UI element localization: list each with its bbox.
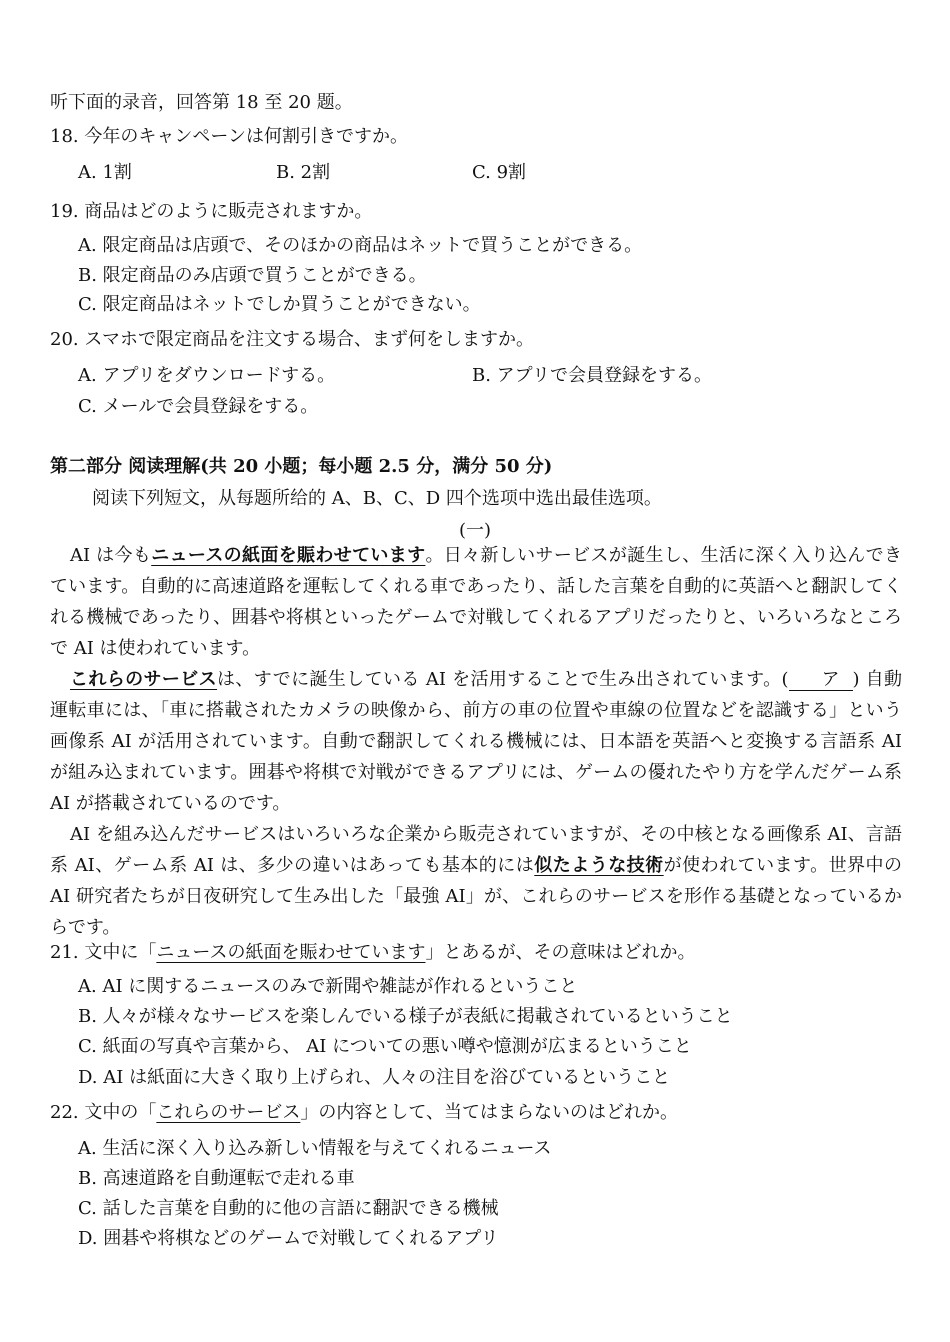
q19-option-a: A. 限定商品は店頭で、そのほかの商品はネットで買うことができる。: [78, 235, 643, 256]
section-heading-main: 第二部分 阅读理解: [50, 456, 201, 477]
q19-option-b: B. 限定商品のみ店頭で買うことができる。: [78, 265, 427, 286]
q20-option-c: C. メールで会員登録をする。: [78, 396, 319, 417]
p3-text-a: AI を組み込んだサービスはいろいろな企業から販売されていますが、その中核となる画像系 AI、言語系 AI、ゲーム系 AI は、多少の違いはあっても基本的には: [50, 824, 902, 876]
p2-text-b: ) 自動運転車には、「車に搭載されたカメラの映像から、前方の車の位置や車線の位置などを認識する」という画像系 AI が活用されています。自動で翻訳してくれる機械には、日本語を英語へと変換する言語系 AI が組み込まれています。囲碁や将棋で対戦ができるアプリには、ゲームの優れたやり方を学んだゲーム系 AI が搭載されているのです。: [50, 669, 903, 814]
q22-prefix: 22. 文中の「: [50, 1102, 157, 1123]
q18-option-c: C. 9割: [472, 162, 527, 183]
q18-option-b: B. 2割: [276, 162, 331, 183]
section-heading: [50, 452, 552, 478]
question-20-stem: 20. スマホで限定商品を注文する場合、まず何をしますか。: [50, 329, 534, 350]
passage-paragraph-2: [50, 664, 902, 819]
p3-underlined-phrase: 似たような技術: [534, 855, 664, 876]
q21-option-c: C. 紙面の写真や言葉から、 AI についての悪い噂や憶測が広まるということ: [78, 1036, 692, 1057]
q20-option-a: A. アプリをダウンロードする。: [78, 365, 336, 386]
q21-option-b: B. 人々が様々なサービスを楽しんでいる様子が表紙に掲載されているということ: [78, 1006, 733, 1027]
q22-option-c: C. 話した言葉を自動的に他の言語に翻訳できる機械: [78, 1198, 499, 1219]
listening-intro: 听下面的录音，回答第 18 至 20 题。: [50, 92, 353, 113]
p1-underlined-phrase: ニュースの紙面を賑わせています: [151, 545, 426, 566]
q21-option-a: A. AI に関するニュースのみで新聞や雑誌が作れるということ: [78, 976, 578, 997]
passage-number: (一): [458, 520, 492, 541]
p3-text-b: が使われています。世界中の AI 研究者たちが日夜研究して生み出した「最強 AI」が、これらのサービスを形作る基礎となっているからです。: [50, 855, 903, 938]
q22-quote: これらのサービス: [156, 1102, 301, 1123]
q20-option-b: B. アプリで会員登録をする。: [472, 365, 712, 386]
q22-option-b: B. 高速道路を自動運転で走れる車: [78, 1168, 355, 1189]
question-21-stem: [50, 938, 695, 964]
q21-prefix: 21. 文中に「: [50, 942, 157, 963]
q21-option-d: D. AI は紙面に大きく取り上げられ、人々の注目を浴びているということ: [78, 1067, 671, 1088]
q19-option-c: C. 限定商品はネットでしか買うことができない。: [78, 294, 481, 315]
q21-suffix: 」とあるが、その意味はどれか。: [425, 942, 696, 963]
passage-paragraph-3: [50, 819, 902, 943]
blank-a: ア: [789, 670, 853, 691]
passage-paragraph-1: [50, 540, 902, 664]
p1-text-a: AI は今も: [70, 545, 152, 566]
q22-option-a: A. 生活に深く入り込み新しい情報を与えてくれるニュース: [78, 1138, 552, 1159]
p1-text-b: 。日々新しいサービスが誕生し、生活に深く入り込んできています。自動的に高速道路を運転してくれる車であったり、話した言葉を自動的に英語へと翻訳してくれる機械であったり、囲碁や将棋といったゲームで対戦してくれるアプリだったりと、いろいろなところで AI は使われています。: [50, 545, 902, 659]
p2-text-a: は、すでに誕生している AI を活用することで生み出されています。(: [217, 669, 789, 690]
question-22-stem: [50, 1098, 678, 1124]
q21-quote: ニュースの紙面を賑わせています: [156, 942, 426, 963]
question-18-stem: 18. 今年のキャンペーンは何割引きですか。: [50, 126, 408, 147]
q18-option-a: A. 1割: [78, 162, 132, 183]
q22-suffix: 」の内容として、当てはまらないのはどれか。: [300, 1102, 678, 1123]
reading-instruction: 阅读下列短文，从每题所给的 A、B、C、D 四个选项中选出最佳选项。: [92, 488, 662, 509]
question-19-stem: 19. 商品はどのように販売されますか。: [50, 201, 373, 222]
p2-underlined-phrase: これらのサービス: [70, 669, 218, 690]
q22-option-d: D. 囲碁や将棋などのゲームで対戦してくれるアプリ: [78, 1228, 499, 1249]
section-heading-detail: (共 20 小题；每小题 2.5 分，满分 50 分): [200, 456, 553, 477]
